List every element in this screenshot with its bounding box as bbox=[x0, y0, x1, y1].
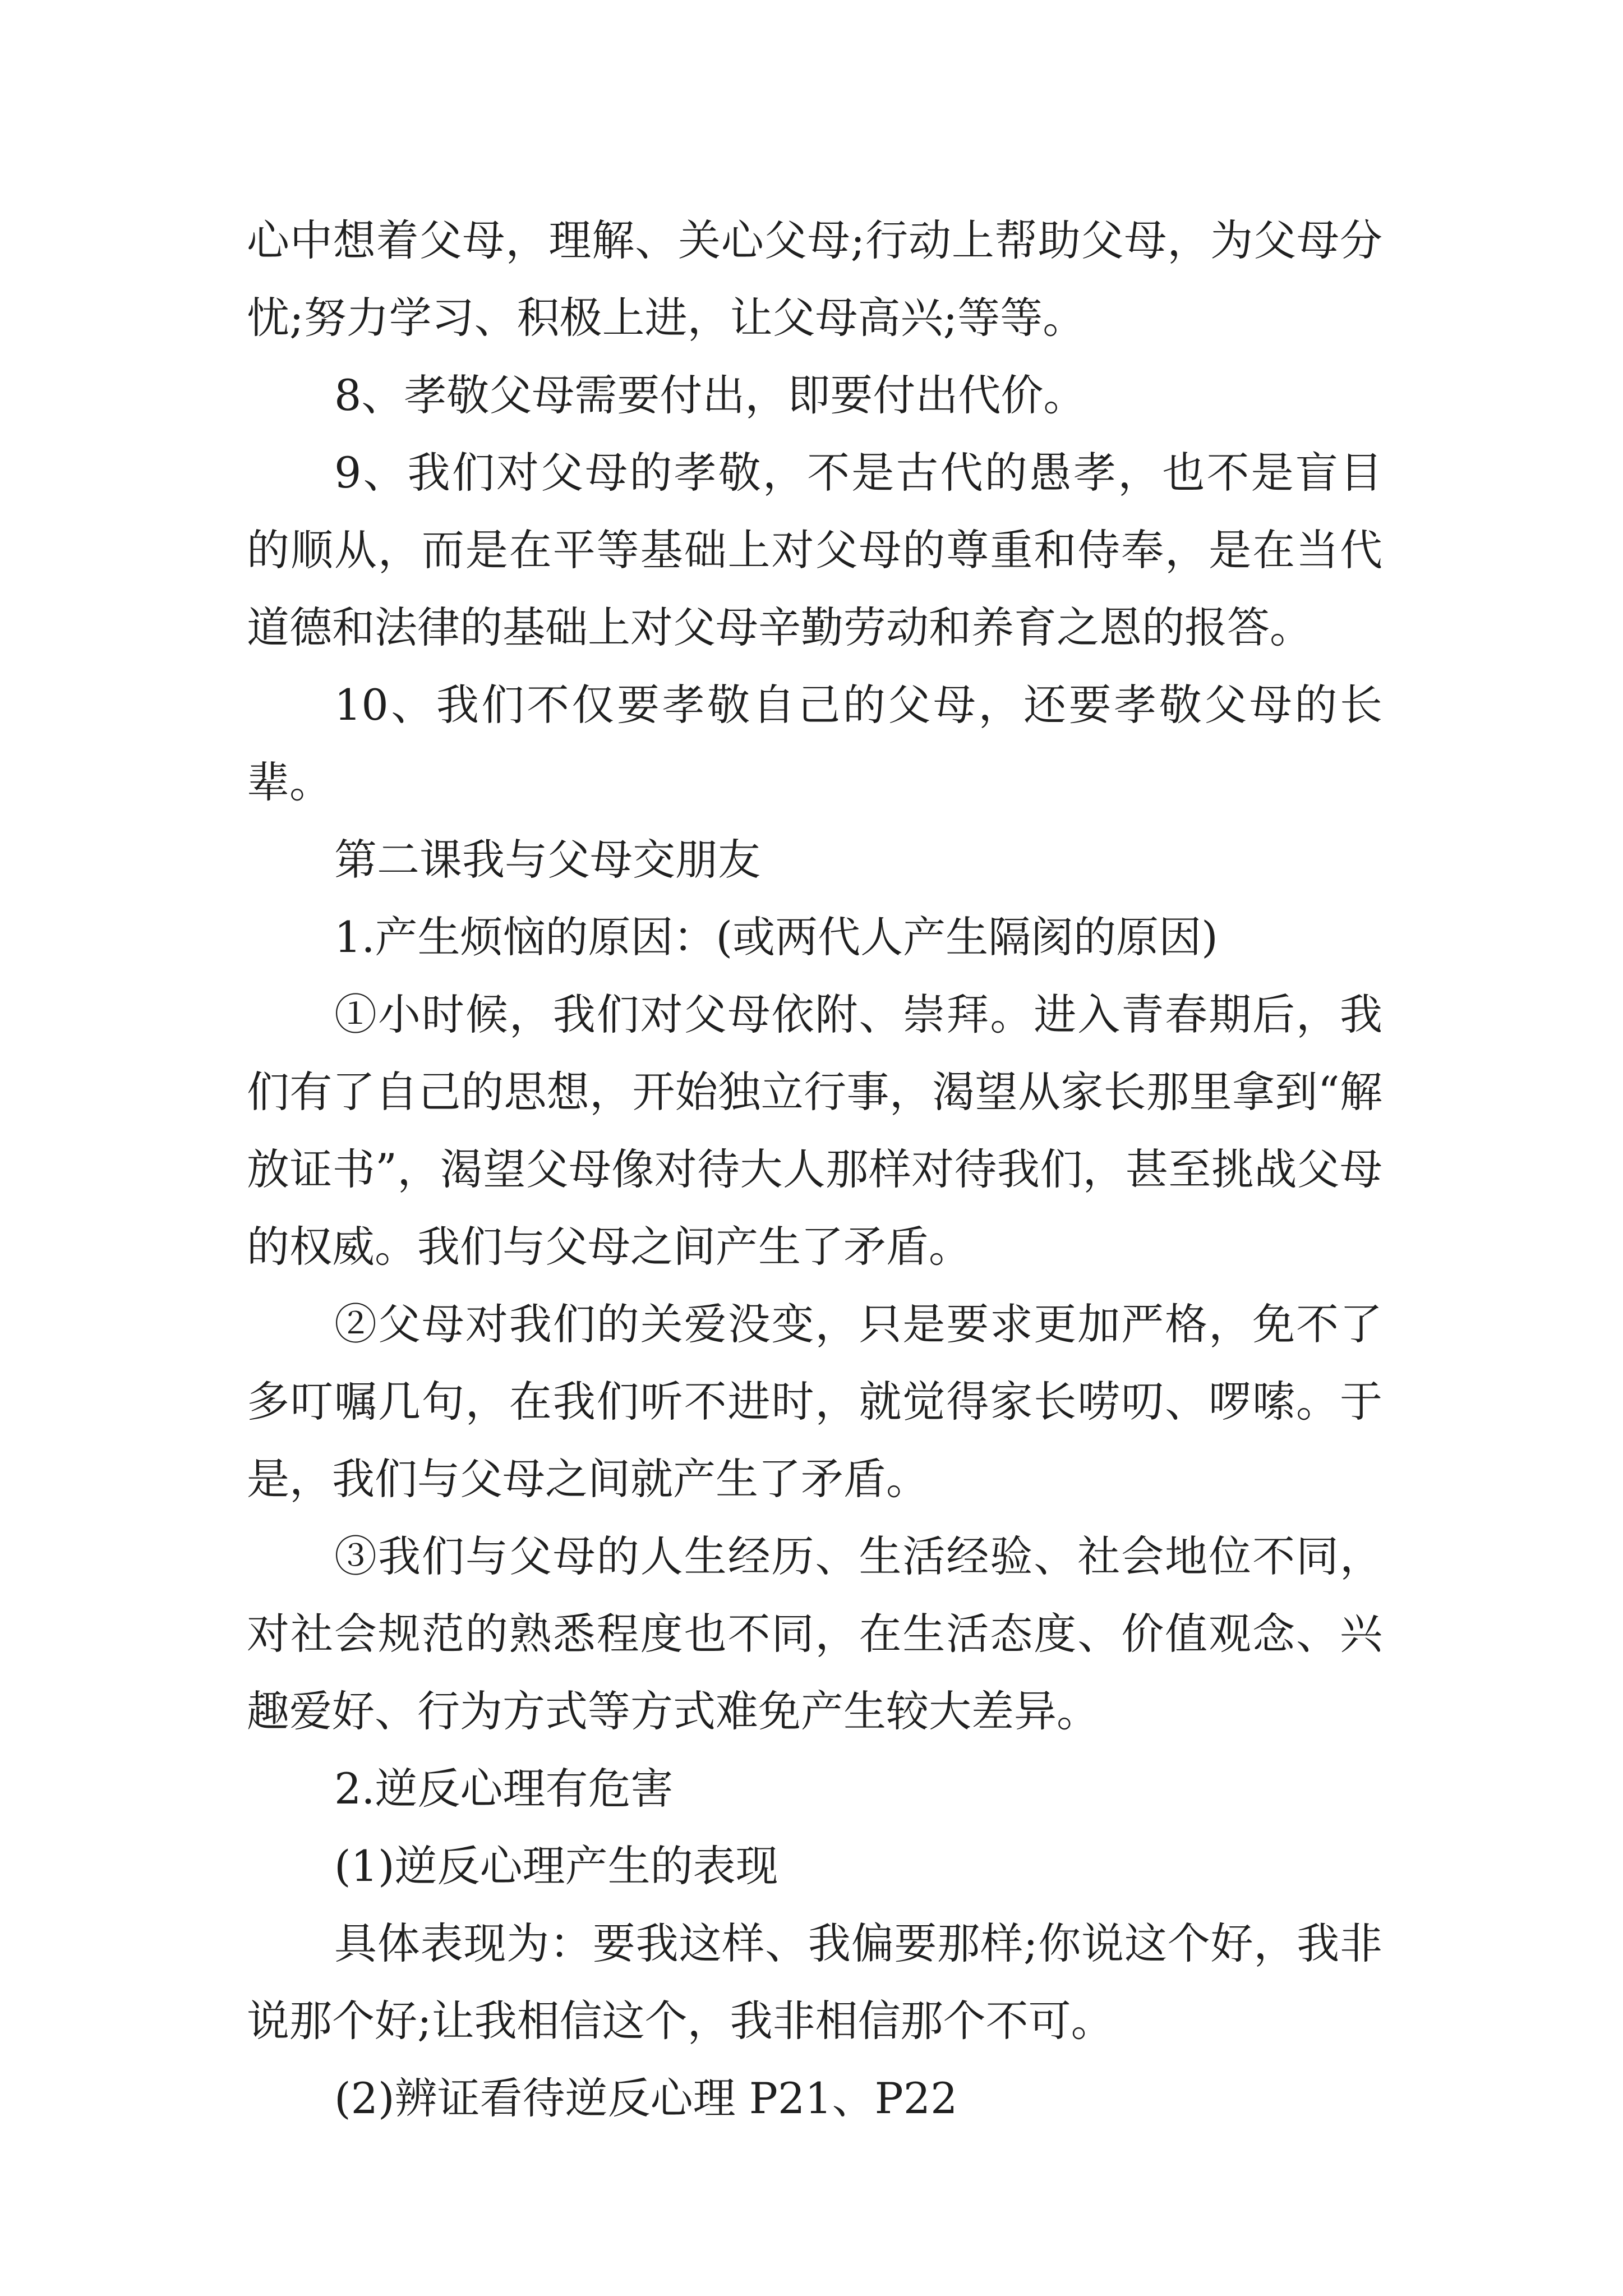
section-heading-2: 2.逆反心理有危害 bbox=[334, 1764, 674, 1814]
subsection-heading-2: (2)辨证看待逆反心理 P21、P22 bbox=[334, 2073, 958, 2123]
lesson-heading: 第二课我与父母交朋友 bbox=[334, 835, 760, 885]
paragraph-6: ②父母对我们的关爱没变，只是要求更加严格，免不了多叮嘱几句，在我们听不进时，就觉得家长唠叨、啰嗦。于是，我们与父母之间就产生了矛盾。 bbox=[247, 1299, 1382, 1504]
paragraph-3: 9、我们对父母的孝敬，不是古代的愚孝，也不是盲目的顺从，而是在平等基础上对父母的尊重和侍奉，是在当代道德和法律的基础上对父母辛勤劳动和养育之恩的报答。 bbox=[247, 448, 1382, 652]
section-heading-1: 1.产生烦恼的原因：(或两代人产生隔阂的原因) bbox=[334, 912, 1218, 962]
subsection-heading-1: (1)逆反心理产生的表现 bbox=[334, 1841, 778, 1891]
paragraph-7: ③我们与父母的人生经历、生活经验、社会地位不同，对社会规范的熟悉程度也不同，在生活态度、价值观念、兴趣爱好、行为方式等方式难免产生较大差异。 bbox=[247, 1531, 1382, 1736]
paragraph-4: 10、我们不仅要孝敬自己的父母，还要孝敬父母的长辈。 bbox=[247, 680, 1382, 807]
paragraph-8: 具体表现为：要我这样、我偏要那样;你说这个好，我非说那个好;让我相信这个，我非相信那个不可。 bbox=[247, 1918, 1382, 2046]
paragraph-2: 8、孝敬父母需要付出，即要付出代价。 bbox=[334, 370, 1086, 420]
paragraph-5: ①小时候，我们对父母依附、崇拜。进入青春期后，我们有了自己的思想，开始独立行事，渴望从家长那里拿到“解放证书”，渴望父母像对待大人那样对待我们，甚至挑战父母的权威。我们与父母之间产生了矛盾。 bbox=[247, 990, 1382, 1272]
document-body bbox=[247, 202, 1382, 2137]
paragraph-1: 心中想着父母，理解、关心父母;行动上帮助父母，为父母分忧;努力学习、积极上进，让父母高兴;等等。 bbox=[247, 215, 1382, 343]
